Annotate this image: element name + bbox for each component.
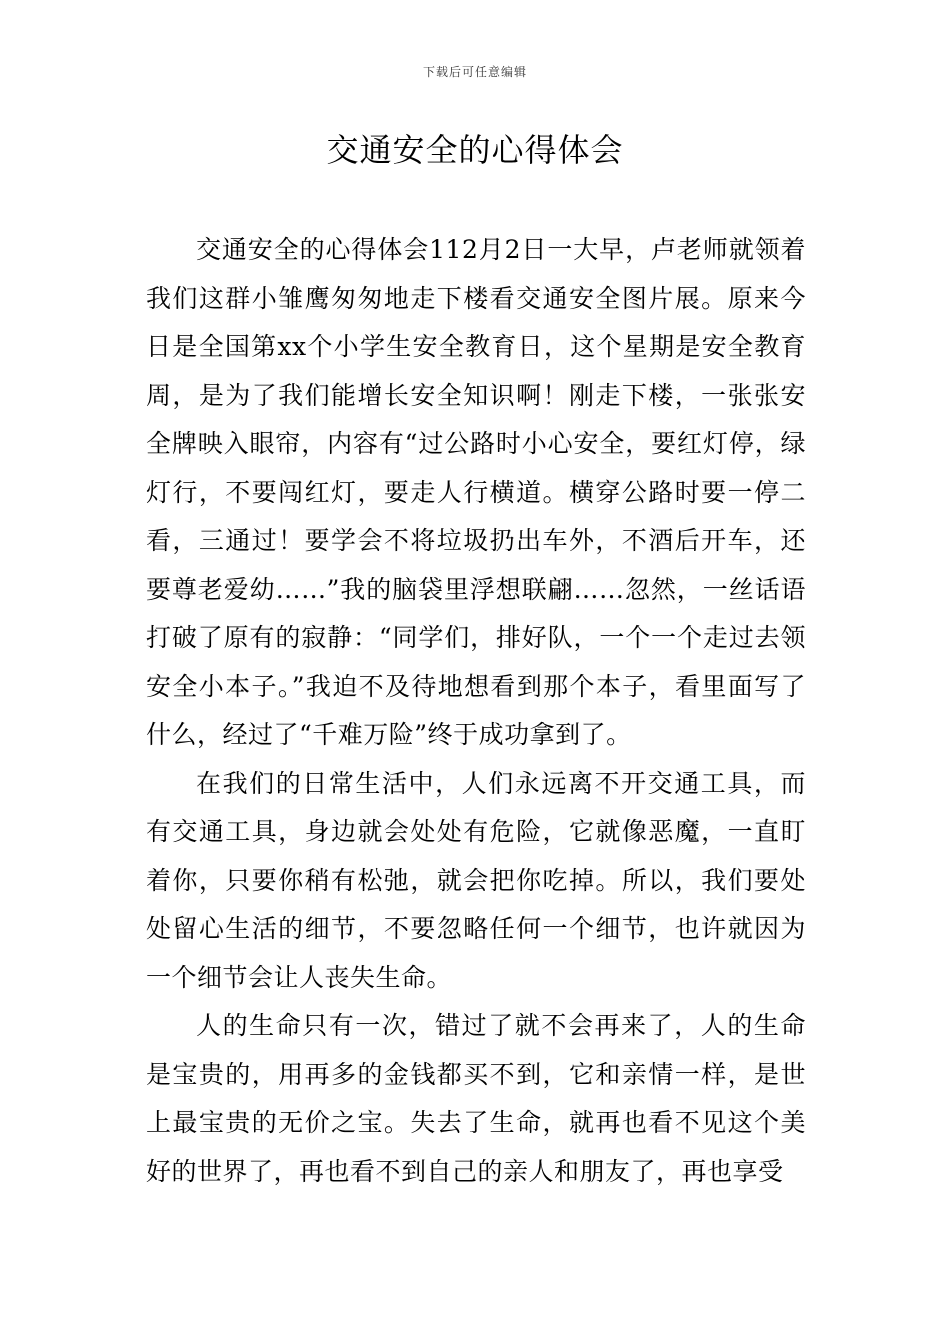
header-note: 下载后可任意编辑 bbox=[422, 65, 527, 79]
paragraph-3: 人的生命只有一次，错过了就不会再来了，人的生命是宝贵的，用再多的金钱都买不到，它和亲情一样，是世上最宝贵的无价之宝。失去了生命，就再也看不见这个美好的世界了，再也看不到自己的亲人和朋友了，再也享受 bbox=[146, 1011, 806, 1186]
document-title: 交通安全的心得体会 bbox=[326, 131, 624, 169]
paragraph-2: 在我们的日常生活中，人们永远离不开交通工具，而有交通工具，身边就会处处有危险，它就像恶魔，一直盯着你，只要你稍有松弛，就会把你吃掉。所以，我们要处处留心生活的细节，不要忽略任何一个细节，也许就因为一个细节会让人丧失生命。 bbox=[146, 768, 806, 992]
paragraph-1: 交通安全的心得体会112月2日一大早，卢老师就领着我们这群小雏鹰匆匆地走下楼看交通安全图片展。原来今日是全国第xx个小学生安全教育日，这个星期是安全教育周，是为了我们能增长安全知识啊！刚走下楼，一张张安全牌映入眼帘，内容有“过公路时小心安全，要红灯停，绿灯行，不要闯红灯，要走人行横道。横穿公路时要一停二看，三通过！要学会不将垃圾扔出车外，不酒后开车，还要尊老爱幼……”我的脑袋里浮想联翩……忽然，一丝话语打破了原有的寂静：“同学们，排好队，一个一个走过去领安全小本子。”我迫不及待地想看到那个本子，看里面写了什么，经过了“千难万险”终于成功拿到了。 bbox=[146, 235, 806, 749]
document-body bbox=[146, 226, 806, 1196]
